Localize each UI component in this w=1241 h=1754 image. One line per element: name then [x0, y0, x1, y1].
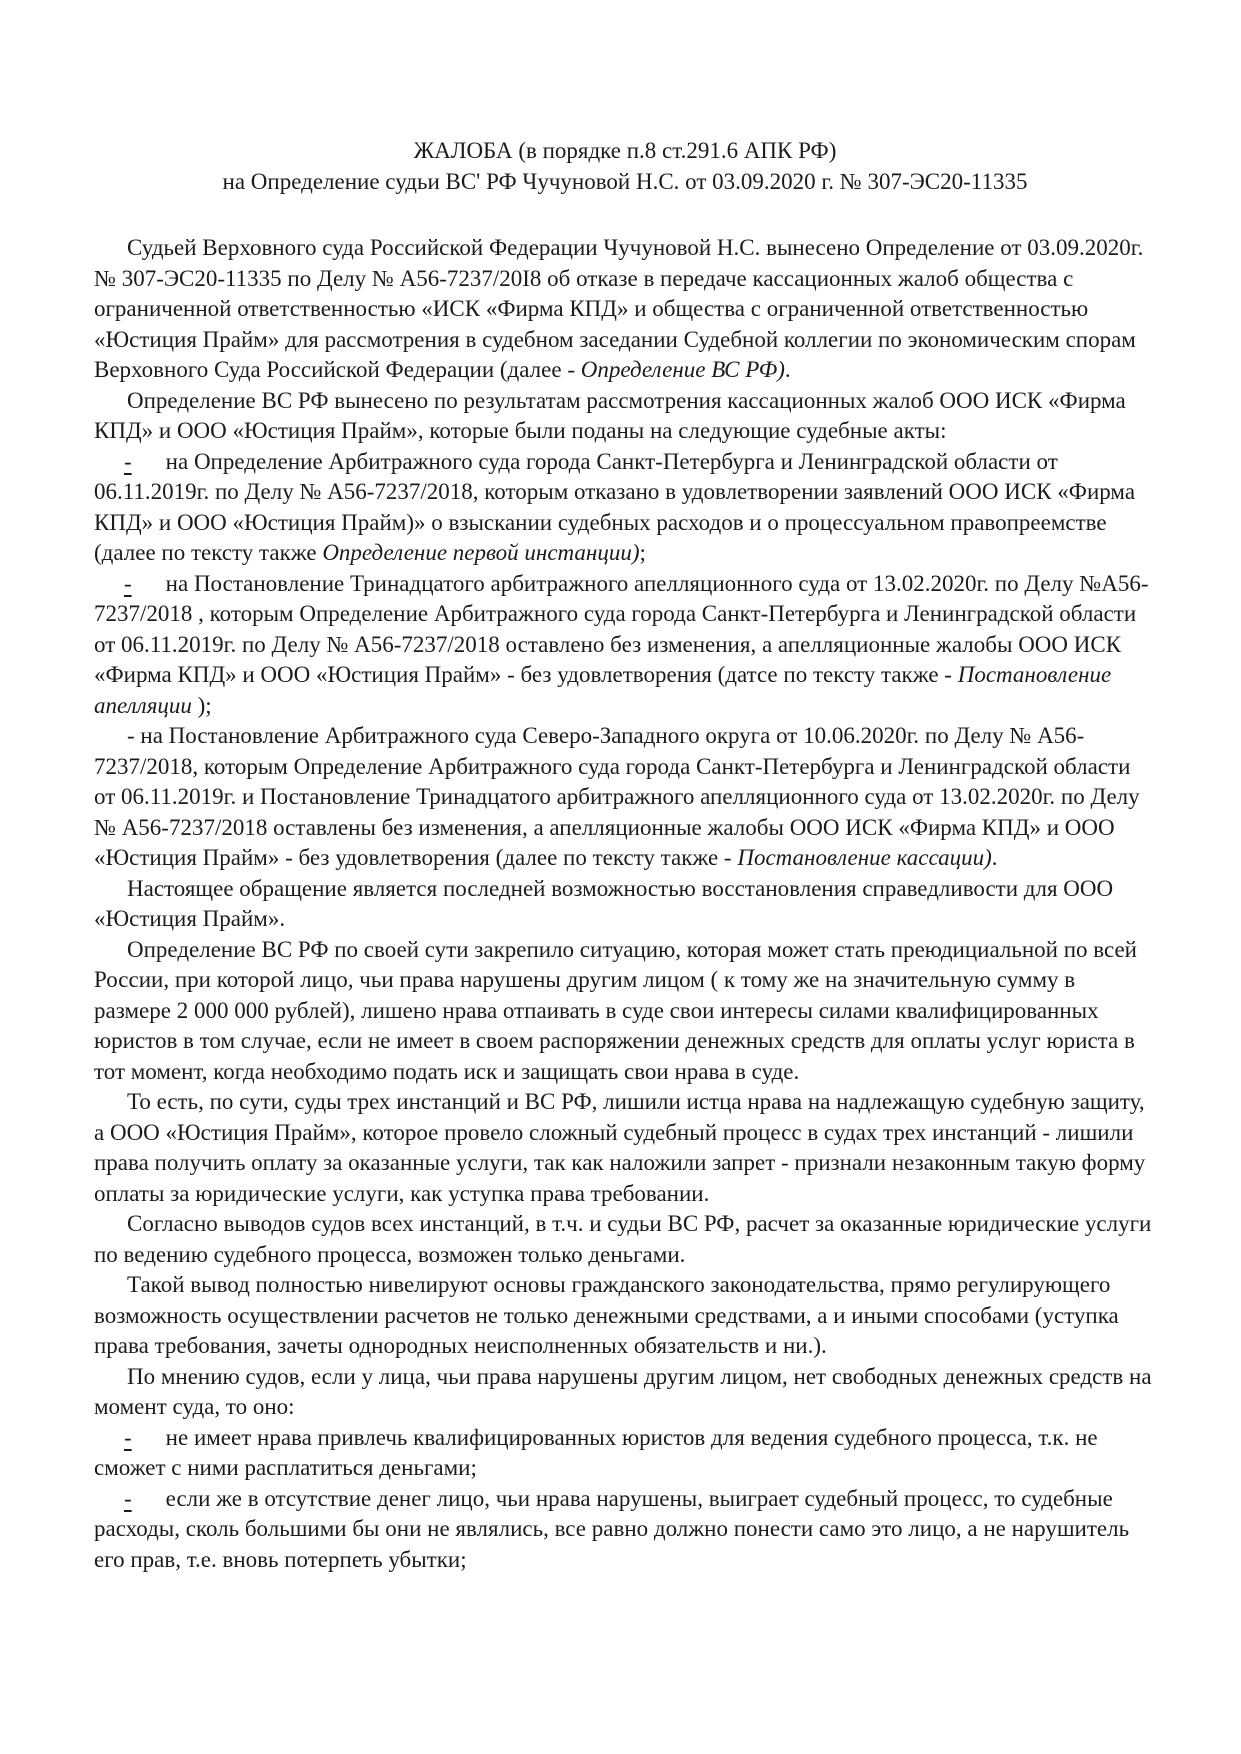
document-title — [94, 136, 1156, 197]
document-title-line-1: ЖАЛОБА (в порядке п.8 ст.291.6 АПК РФ) — [413, 138, 837, 163]
list-item-paragraph — [94, 1484, 1156, 1576]
paragraph — [94, 1362, 1156, 1423]
list-item-paragraph — [94, 1423, 1156, 1484]
paragraph — [94, 1087, 1156, 1209]
text-run: на Определение Арбитражного суда города Санкт-Петербурга и Ленинградской области от 06.11.2019г. по Делу № А56-7237/2018, которым отказано в удовлетворении заявлений ООО ИСК «Фирма КПД» и ООО «Юстиция Прайм)» о взыскании судебных расходов и о процессуальном правопреемстве (далее по тексту также — [94, 448, 1136, 565]
text-run: Определение ВС РФ по своей сути закрепило ситуацию, которая может стать преюдициальной по всей России, при которой лицо, чьи права нарушены другим лицом ( к тому же на значительную сумму в размере 2 000 000 рублей), лишено нрава отпаивать в суде свои интересы силами квалифицированных юристов в том случае, если не имеет в своем распоряжении денежных средств для оплаты услуг юриста в тот момент, когда необходимо подать иск и защищать свои нрава в суде. — [94, 936, 1137, 1084]
paragraph — [94, 721, 1156, 874]
document-title-line-2: на Определение судьи ВС' РФ Чучуновой Н.С. от 03.09.2020 г. № 307-ЭС20-11335 — [222, 168, 1028, 194]
paragraph — [94, 874, 1156, 935]
text-run: То есть, по сути, суды трех инстанций и ВС РФ, лишили истца нрава на надлежащую судебную защиту, а ООО «Юстиция Прайм», которое провело сложный судебный процесс в судах трех инстанций - лишили права получить оплату за оказанные услуги, так как наложили запрет - признали незаконным такую форму оплаты за юридические услуги, как уступка права требовании. — [94, 1089, 1146, 1206]
text-run: . — [784, 357, 791, 382]
text-run-italic: Постановление кассации) — [737, 845, 992, 870]
paragraph — [94, 935, 1156, 1088]
text-run: . — [991, 845, 998, 870]
list-dash-marker: - — [124, 570, 132, 596]
text-run: - на Постановление Арбитражного суда Северо-Западного округа от 10.06.2020г. по Делу № А56-7237/2018, которым Определение Арбитражного суда города Санкт-Петербурга и Ленинградской области от 06.11.2019г. и Постановление Тринадцатого арбитражного апелляционного суда от 13.02.2020г. по Делу № А56-7237/2018 оставлены без изменения, а апелляционные жалобы ООО ИСК «Фирма КПД» и ООО «Юстиция Прайм» - без удовлетворения (далее по тексту также - — [94, 723, 1140, 870]
text-run: Настоящее обращение является последней возможностью восстановления справедливости для ООО «Юстиция Прайм». — [94, 875, 1114, 931]
text-run: Судьей Верховного суда Российской Федерации Чучуновой Н.С. вынесено Определение от 03.09.2020г. № 307-ЭС20-11335 по Делу № А56-7237/20I8 об отказе в передаче кассационных жалоб общества с ограниченной ответственностью «ИСК «Фирма КПД» и общества с ограниченной ответственностью «Юстиция Прайм» для рассмотрения в судебном заседании Судебной коллегии по экономическим спорам Верховного Суда Российской Федерации (далее - — [94, 235, 1144, 382]
text-run-italic: Определение ВС РФ) — [580, 357, 785, 382]
paragraph — [94, 233, 1156, 386]
list-dash-marker: - — [124, 1424, 132, 1450]
text-run: на Постановление Тринадцатого арбитражного апелляционного суда от 13.02.2020г. по Делу №А56-7237/2018 , которым Определение Арбитражного суда города Санкт-Петербурга и Ленинградской области от 06.11.2019г. по Делу № А56-7237/2018 оставлено без изменения, а апелляционные жалобы ООО ИСК «Фирма КПД» и ООО «Юстиция Прайм» - без удовлетворения (датсе по тексту также - — [94, 570, 1149, 687]
text-run: ; — [639, 540, 646, 565]
document-content — [94, 136, 1156, 1575]
list-dash-marker: - — [124, 448, 132, 474]
text-run-italic: Определение первой инстанции) — [322, 540, 640, 565]
text-run: Определение ВС РФ вынесено по результатам рассмотрения кассационных жалоб ООО ИСК «Фирма КПД» и ООО «Юстиция Прайм», которые были поданы на следующие судебные акты: — [94, 387, 1126, 443]
paragraph — [94, 386, 1156, 447]
list-item-paragraph — [94, 569, 1156, 722]
paragraph — [94, 1209, 1156, 1270]
document-body — [94, 233, 1156, 1575]
paragraph — [94, 1270, 1156, 1362]
text-run: По мнению судов, если у лица, чьи права нарушены другим лицом, нет свободных денежных средств на момент суда, то оно: — [94, 1363, 1152, 1419]
text-run: Согласно выводов судов всех инстанций, в т.ч. и судьи ВС РФ, расчет за оказанные юридические услуги по ведению судебного процесса, возможен только деньгами. — [94, 1211, 1152, 1267]
text-run-italic: Постановление апелляции — [94, 662, 1112, 718]
text-run: не имеет нрава привлечь квалифицированных юристов для ведения судебного процесса, т.к. не сможет с ними расплатиться деньгами; — [94, 1424, 1098, 1480]
text-run: если же в отсутствие денег лицо, чьи нрава нарушены, выиграет судебный процесс, то судебные расходы, сколь большими бы они не являлись, все равно должно понести само это лицо, а не нарушитель его прав, т.е. вновь потерпеть убытки; — [94, 1485, 1130, 1572]
list-item-paragraph — [94, 447, 1156, 569]
text-run: Такой вывод полностью нивелируют основы гражданского законодательства, прямо регулирующего возможность осуществлении расчетов не только денежными средствами, а и иными способами (уступка права требования, зачеты однородных неисполненных обязательств и ни.). — [94, 1272, 1119, 1358]
list-dash-marker: - — [124, 1485, 132, 1511]
text-run: ); — [191, 692, 212, 718]
